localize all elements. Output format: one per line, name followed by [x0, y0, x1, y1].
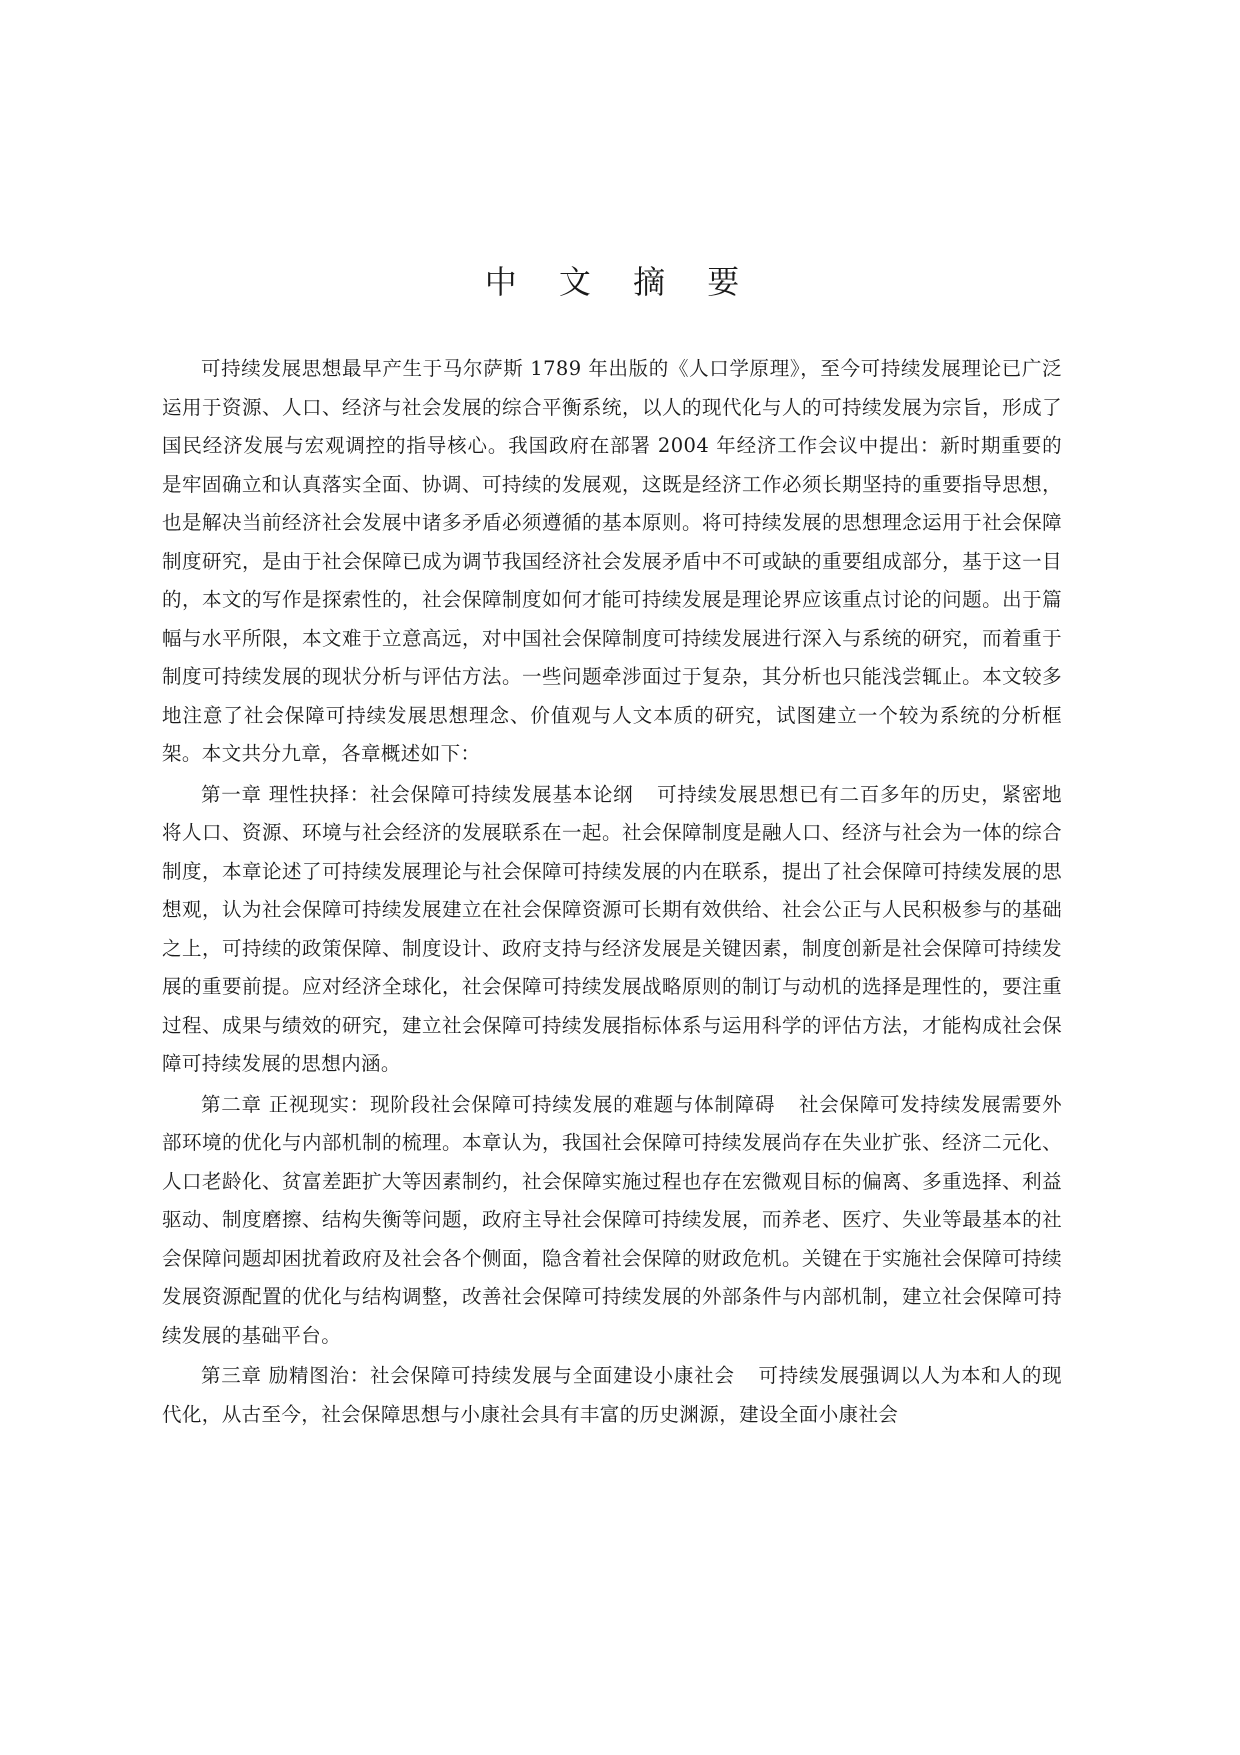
chapter-2-text: 社会保障可发持续发展需要外部环境的优化与内部机制的梳理。本章认为，我国社会保障可持续发展尚存在失业扩张、经济二元化、人口老龄化、贫富差距扩大等因素制约，社会保障实施过程也存在宏微观目标的偏离、多重选择、利益驱动、制度磨擦、结构失衡等问题，政府主导社会保障可持续发展，而养老、医疗、失业等最基本的社会保障问题却困扰着政府及社会各个侧面，隐含着社会保障的财政危机。关键在于实施社会保障可持续发展资源配置的优化与结构调整，改善社会保障可持续发展的外部条件与内部机制，建立社会保障可持续发展的基础平台。	[162, 1092, 1062, 1347]
chapter-2-heading: 第二章 正视现实：现阶段社会保障可持续发展的难题与体制障碍	[201, 1092, 776, 1116]
abstract-body	[162, 350, 1062, 1434]
chapter-1-heading: 第一章 理性抉择：社会保障可持续发展基本论纲	[201, 782, 634, 806]
chapter-3-text: 可持续发展强调以人为本和人的现代化，从古至今，社会保障思想与小康社会具有丰富的历史渊源，建设全面小康社会	[162, 1364, 1062, 1426]
chapter-3-heading: 第三章 励精图治：社会保障可持续发展与全面建设小康社会	[201, 1364, 735, 1387]
chapter-2-paragraph	[162, 1086, 1062, 1356]
chapter-1-text: 可持续发展思想已有二百多年的历史，紧密地将人口、资源、环境与社会经济的发展联系在一起。社会保障制度是融人口、经济与社会为一体的综合制度，本章论述了可持续发展理论与社会保障可持续发展的内在联系，提出了社会保障可持续发展的思想观，认为社会保障可持续发展建立在社会保障资源可长期有效供给、社会公正与人民积极参与的基础之上，可持续的政策保障、制度设计、政府支持与经济发展是关键因素，制度创新是社会保障可持续发展的重要前提。应对经济全球化，社会保障可持续发展战略原则的制订与动机的选择是理性的，要注重过程、成果与绩效的研究，建立社会保障可持续发展指标体系与运用科学的评估方法，才能构成社会保障可持续发展的思想内涵。	[162, 782, 1062, 1075]
chapter-1-paragraph	[162, 776, 1062, 1084]
intro-paragraph: 可持续发展思想最早产生于马尔萨斯 1789 年出版的《人口学原理》，至今可持续发展理论已广泛运用于资源、人口、经济与社会发展的综合平衡系统，以人的现代化与人的可持续发展为宗旨，形成了国民经济发展与宏观调控的指导核心。我国政府在部署 2004 年经济工作会议中提出：新时期重要的是牢固确立和认真落实全面、协调、可持续的发展观，这既是经济工作必须长期坚持的重要指导思想，也是解决当前经济社会发展中诸多矛盾必须遵循的基本原则。将可持续发展的思想理念运用于社会保障制度研究，是由于社会保障已成为调节我国经济社会发展矛盾中不可或缺的重要组成部分，基于这一目的，本文的写作是探索性的，社会保障制度如何才能可持续发展是理论界应该重点讨论的问题。出于篇幅与水平所限，本文难于立意高远，对中国社会保障制度可持续发展进行深入与系统的研究，而着重于制度可持续发展的现状分析与评估方法。一些问题牵涉面过于复杂，其分析也只能浅尝辄止。本文较多地注意了社会保障可持续发展思想理念、价值观与人文本质的研究，试图建立一个较为系统的分析框架。本文共分九章，各章概述如下：	[162, 357, 1062, 765]
page-title: 中 文 摘 要	[484, 263, 756, 301]
chapter-3-paragraph	[162, 1357, 1062, 1434]
